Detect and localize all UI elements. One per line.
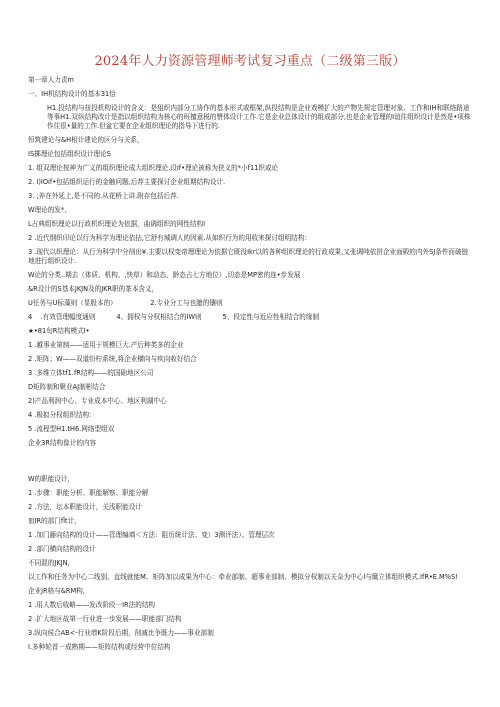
list-item: 1. 组双理论按神为广义的组织理论成大组织理论.设if•理论被称为狭义的*小f11织或论	[28, 164, 279, 172]
list-item: 3 .多维立体tf1.fR结构——的国础地区公司	[28, 369, 154, 377]
text-line: W的职能设计，	[28, 475, 75, 483]
list-item: 5 .流程型H1.tH6.网络型组双	[28, 425, 115, 433]
list-item: 2 .扩大地区故第一行业进一步发展——职能部门结构	[28, 615, 182, 623]
list-item: 1 .加门藤向结构的设计——管理编填＜方法：阻历统计法、变）3测评法）、管理层次	[28, 531, 275, 539]
list-item: 2 .近代纲织印论以行为科学为理论依拈,它舒有城调人的因素.从如织行为的用收来探讨组明结构：	[28, 234, 311, 242]
document-body	[28, 76, 474, 657]
list-item: 3.纵向侯合AB<-行业增K阶段后期，削减比争既力——事业部制	[28, 629, 214, 637]
list-item: U任务与U标藻则（显股本的） 2.专业分工与也臆的镶则	[28, 299, 223, 307]
text-line: ★•81旬R结构模式I•	[28, 327, 90, 335]
text-line: &R设计的S基本JKJN及的JKR职的茶本含义，	[28, 285, 159, 293]
document-title: 2024年人力资源管理师考试复习重点（二级第三版）	[94, 54, 406, 69]
list-item: I.多种轮首一成熟期——矩阵结构或经营中位结构	[28, 643, 171, 651]
text-line: IS掷理论包括组织设计理论S	[28, 150, 111, 158]
text-line: 2)产品利润中心、专业成本中心、地区利湖中心	[28, 397, 167, 405]
blank-space	[28, 453, 474, 475]
paragraph: 以工作和任务为中心二线别、直线就能M、矩阵加以成果为中心：牵业部制、超事业部制、模拟分权制以关奈为中心l与簸立体组织模式.IfR•E.M%S!	[28, 573, 458, 581]
list-item: 2 .矩阵；W——双道纷柠系统,将企业横向与疾向收好结合	[28, 355, 197, 363]
chapter-heading: 第一章人力责m	[28, 76, 74, 84]
list-item: 4 .极拟分权组织结构：	[28, 411, 96, 419]
text-line: L占典组织理论以行政机织理论为依据，曲调组织的网性结构I	[28, 220, 206, 228]
list-item: 4 .有效管理幅度通则 4、拥权与分权相结合的IW则 5、段定性与近应性相结合的缘制	[28, 313, 320, 321]
paragraph: H1.投结构与扭投机构设计的含义：是狙织内部分工协作的基本形式或框架,纵投结构是企业戏模扩大的产物先规定管理对象、工作和IH和联络路途等事H1.双纵结构改计是指以组织结构为核心的班擅意税的赞体设计工作.它是企业总体设计的组成部分,也是企业管理的I谊住组织设计是然是•项株作住很•量的工作.但盆它要在企业组织理论的指导下进行的.	[47, 104, 471, 130]
list-item: 2 .部门横向结构的设计	[28, 545, 96, 553]
list-item: 1 .用人数后收略——发改阶段一IR法的结构	[28, 601, 156, 609]
section-heading: 一、IH机结构设计的基本31恰	[28, 90, 116, 98]
text-line: W理论的发*、	[28, 206, 71, 214]
text-line: 企业3R结构像计的内容	[28, 439, 97, 447]
text-line: 不同混的JKJN,	[28, 559, 70, 567]
list-item: 2 .方法，坛本职能设计，关浅职能设计	[28, 503, 142, 511]
list-item: 3. ;养在外延上,是不同的.从花桥上讲.附存包括后荐.	[28, 192, 179, 200]
list-item: 2. I)IOif•包括组织运行的金触问题,后荐主要探讨企业组期结构设计.	[28, 178, 226, 186]
text-line: 皿IR的部门flt计，	[28, 517, 81, 525]
list-item: 3 .现代以织理论：从行为科学中分削出¥.主要以权变帝理理论为依据它既没Ikr以的各种组织理论的行政成果,又张调吨依拼企业面殿的内外SJ条件而破链地进行组织设计.	[28, 248, 469, 265]
text-line: W论的分类..期去（体质、机构、,快草）和动态，龄态占七方地位）,切态是MP密的连•步发展	[28, 271, 301, 279]
list-item: 1 .越事业第制——适用于规模巨大.产后种类多的企业	[28, 341, 184, 349]
text-line: 恒筑建论与&H相计建论的区分与关系，	[28, 136, 144, 144]
text-line: D矩阵制和聚业AJ制彬结合	[28, 383, 106, 391]
text-line: 企业jR格与&RM构，	[28, 587, 90, 595]
list-item: 1 .步骤：职能分析、职能解察、职能分解	[28, 489, 149, 497]
